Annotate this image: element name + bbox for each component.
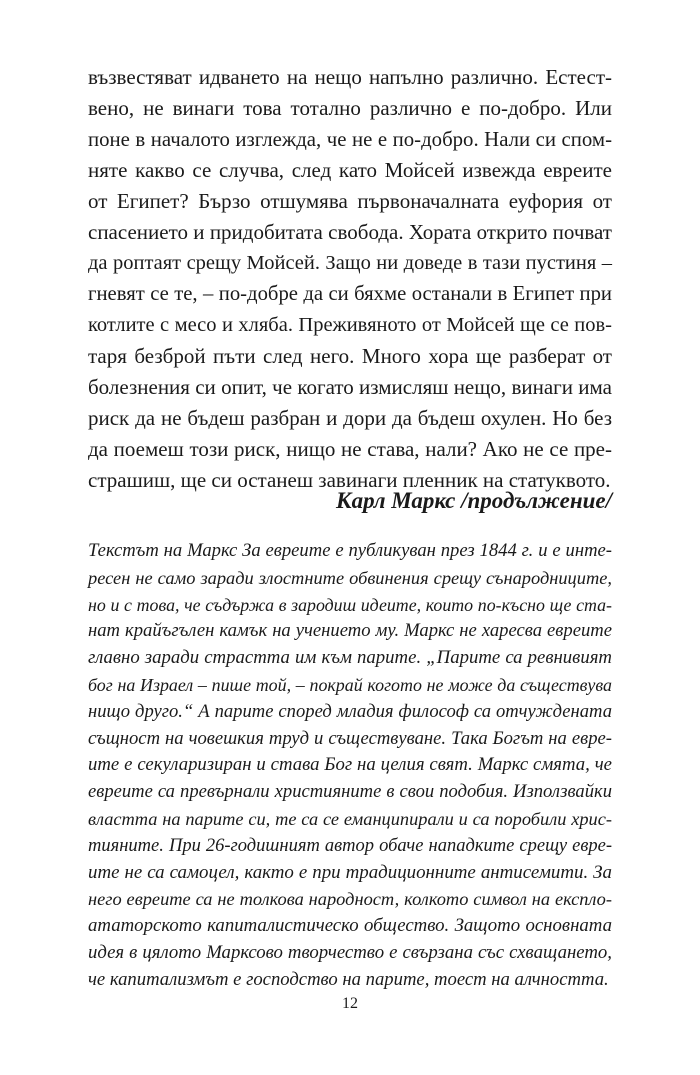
text-line: възвестяват идването на нещо напълно различно. Естест-	[88, 65, 612, 89]
text-line: евреите са превърнали християните в свои подобия. Използвайки	[88, 781, 612, 803]
text-line: главно заради страстта им към парите. „Парите са ревнивият	[88, 647, 612, 669]
text-line: ите е секуларизиран и става Бог на целия свят. Маркс смята, че	[88, 754, 612, 776]
text-line: него евреите са не толкова народност, колкото символ на експло-	[88, 889, 612, 910]
text-line: няте какво се случва, след като Мойсей извежда евреите	[88, 158, 612, 182]
text-line: от Египет? Бързо отшумява първоначалната еуфория от	[88, 189, 612, 213]
text-line: страшиш, ще си останеш завинаги пленник на статуквото.	[88, 468, 611, 492]
text-line: Текстът на Маркс За евреите е публикуван през 1844 г. и е инте-	[88, 540, 612, 561]
text-line: но и с това, че съдържа в зародиш идеите, които по-късно ще ста-	[88, 594, 612, 615]
text-line: нат крайъгълен камък на учението му. Маркс не харесва евреите	[88, 620, 612, 642]
text-line: властта на парите си, те са се еманципирали и са поробили хрис-	[88, 808, 612, 829]
text-line: тияните. При 26-годишният автор обаче нападките срещу евре-	[88, 834, 612, 856]
body-paragraph	[88, 62, 612, 496]
text-line: да роптаят срещу Мойсей. Защо ни доведе в тази пустиня –	[88, 252, 612, 274]
text-line: спасението и придобитата свобода. Хората открито почват	[88, 220, 612, 244]
page-number: 12	[342, 995, 358, 1012]
text-line: ите не са самоцел, както е при традиционните антисемити. За	[88, 861, 612, 883]
text-line: вено, не винаги това тотално различно е по-добро. Или	[88, 96, 612, 120]
text-line: че капитализмът е господство на парите, тоест на алчността.	[88, 968, 609, 990]
text-line: ататорското капиталистическо общество. Защото основната	[88, 915, 612, 937]
text-line: риск да не бъдеш разбран и дори да бъдеш охулен. Но без	[88, 406, 612, 430]
text-line: поне в началото изглежда, че не е по-добро. Нали си спом-	[88, 127, 612, 151]
text-line: болезнения си опит, че когато измисляш нещо, винаги има	[88, 375, 612, 399]
italic-paragraph	[88, 538, 612, 994]
text-line: нищо друго.“ А парите според младия философ са отчуждената	[88, 700, 612, 722]
text-line: да поемеш този риск, нищо не става, нали? Ако не се пре-	[88, 437, 612, 461]
text-line: гневят се те, – по-добре да си бяхме останали в Египет при	[88, 283, 612, 305]
text-line: същност на човешкия труд и съществуване. Така Богът на евре-	[88, 727, 612, 749]
text-line: бог на Израел – пише той, – покрай когото не може да съществува	[88, 674, 612, 695]
text-line: идея в цялото Марксово творчество е свързана със схващането,	[88, 941, 612, 963]
text-line: котлите с месо и хляба. Преживяното от Мойсей ще се пов-	[88, 314, 612, 336]
text-line: таря безброй пъти след него. Много хора ще разберат от	[88, 344, 612, 368]
section-heading: Карл Маркс /продължение/	[335, 488, 612, 513]
text-line: ресен не само заради злостните обвинения срещу сънародниците,	[88, 567, 612, 588]
